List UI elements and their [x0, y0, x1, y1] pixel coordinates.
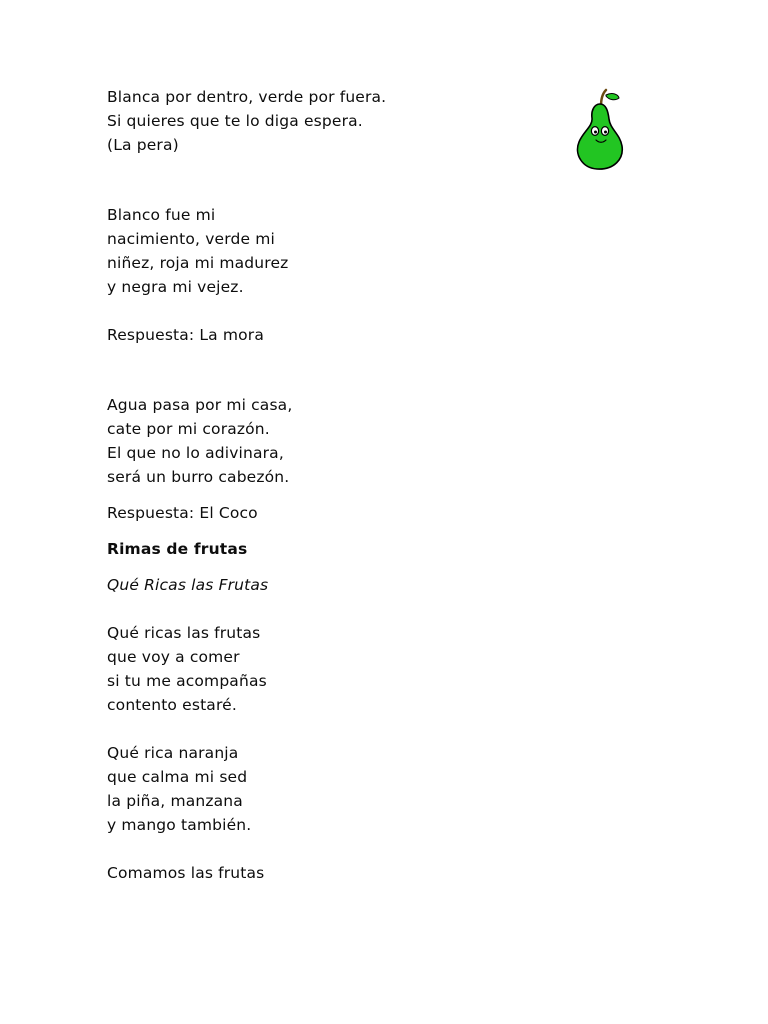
- spacer-7: [107, 597, 537, 621]
- riddle-1-line-1: Blanca por dentro, verde por fuera.: [107, 88, 387, 106]
- document-text-column: [107, 85, 537, 885]
- riddle-2-line-4: y negra mi vejez.: [107, 278, 244, 296]
- pear-illustration: [565, 88, 635, 174]
- pear-pupil-right: [604, 131, 607, 134]
- poem-stanza-1-line-4: contento estaré.: [107, 696, 237, 714]
- riddle-2: [107, 203, 537, 299]
- poem-stanza-2-line-3: la piña, manzana: [107, 792, 243, 810]
- riddle-3-line-2: cate por mi corazón.: [107, 420, 270, 438]
- riddle-3-answer: Respuesta: El Coco: [107, 504, 258, 522]
- riddle-1-line-3: (La pera): [107, 136, 179, 154]
- riddle-1: [107, 85, 537, 157]
- spacer-4: [107, 489, 537, 501]
- section-subheading: Qué Ricas las Frutas: [107, 576, 269, 594]
- riddle-1-line-2: Si quieres que te lo diga espera.: [107, 112, 363, 130]
- poem-stanza-1-line-3: si tu me acompañas: [107, 672, 267, 690]
- riddle-3-line-4: será un burro cabezón.: [107, 468, 290, 486]
- riddle-3: [107, 393, 537, 489]
- poem-stanza-2: [107, 741, 537, 837]
- poem-stanza-2-line-4: y mango también.: [107, 816, 252, 834]
- poem-stanza-2-line-1: Qué rica naranja: [107, 744, 239, 762]
- poem-stanza-1-line-2: que voy a comer: [107, 648, 240, 666]
- riddle-2-answer: Respuesta: La mora: [107, 326, 264, 344]
- riddle-3-line-1: Agua pasa por mi casa,: [107, 396, 293, 414]
- riddle-2-line-3: niñez, roja mi madurez: [107, 254, 289, 272]
- pear-icon: [565, 88, 635, 174]
- spacer-8: [107, 717, 537, 741]
- riddle-2-line-1: Blanco fue mi: [107, 206, 216, 224]
- riddle-2-line-2: nacimiento, verde mi: [107, 230, 275, 248]
- poem-stanza-1-line-1: Qué ricas las frutas: [107, 624, 261, 642]
- poem-stanza-3: [107, 861, 537, 885]
- pear-body: [578, 104, 623, 169]
- spacer-2: [107, 299, 537, 323]
- spacer-3: [107, 347, 537, 393]
- spacer-6: [107, 561, 537, 573]
- spacer-1: [107, 157, 537, 203]
- section-heading: Rimas de frutas: [107, 540, 248, 558]
- spacer-9: [107, 837, 537, 861]
- pear-leaf: [606, 94, 619, 100]
- spacer-5: [107, 525, 537, 537]
- pear-pupil-left: [594, 131, 597, 134]
- poem-stanza-1: [107, 621, 537, 717]
- riddle-3-line-3: El que no lo adivinara,: [107, 444, 284, 462]
- poem-stanza-2-line-2: que calma mi sed: [107, 768, 248, 786]
- poem-stanza-3-line-1: Comamos las frutas: [107, 864, 265, 882]
